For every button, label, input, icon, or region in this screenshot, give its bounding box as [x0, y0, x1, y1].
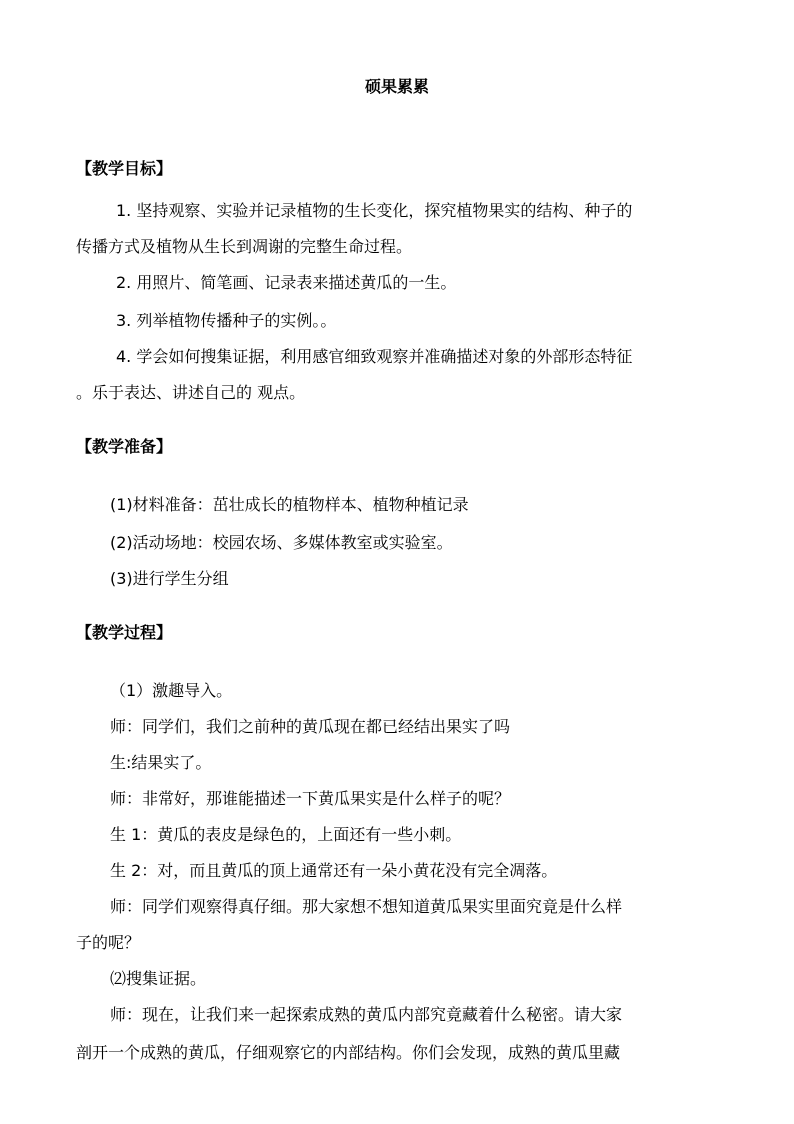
- goals-line-6: 。乐于表达、讲述自己的 观点。: [76, 383, 306, 402]
- process-line-8: 子的呢？: [76, 933, 141, 952]
- goals-line-4: 3. 列举植物传播种子的实例。。: [116, 311, 337, 330]
- document-title: 硕果累累: [364, 77, 429, 96]
- section-heading-prep: 【教学准备】: [76, 437, 173, 456]
- process-line-5: 生 1：黄瓜的表皮是绿色的，上面还有一些小刺。: [110, 825, 462, 844]
- goals-line-2: 传播方式及植物从生长到凋谢的完整生命过程。: [76, 237, 413, 256]
- goals-line-5: 4. 学会如何搜集证据，利用感官细致观察并准确描述对象的外部形态特征: [116, 347, 633, 366]
- process-line-1: （1）激趣导入。: [110, 681, 233, 700]
- goals-line-1: 1. 坚持观察、实验并记录植物的生长变化，探究植物果实的结构、种子的: [116, 201, 633, 220]
- section-heading-process: 【教学过程】: [76, 623, 173, 642]
- section-heading-goals: 【教学目标】: [76, 159, 173, 178]
- process-line-10: 师：现在，让我们来一起探索成熟的黄瓜内部究竟藏着什么秘密。请大家: [110, 1005, 623, 1024]
- process-line-6: 生 2：对，而且黄瓜的顶上通常还有一朵小黄花没有完全凋落。: [110, 861, 558, 880]
- process-line-9: ⑵搜集证据。: [110, 969, 207, 988]
- process-line-2: 师：同学们，我们之前种的黄瓜现在都已经结出果实了吗: [110, 717, 511, 736]
- process-line-4: 师：非常好，那谁能描述一下黄瓜果实是什么样子的呢？: [110, 789, 511, 808]
- process-line-3: 生:结果实了。: [110, 753, 212, 772]
- goals-line-3: 2. 用照片、简笔画、记录表来描述黄瓜的一生。: [116, 273, 457, 292]
- prep-line-2: (2)活动场地：校园农场、多媒体教室或实验室。: [110, 533, 453, 552]
- prep-line-1: (1)材料准备：茁壮成长的植物样本、植物种植记录: [110, 495, 469, 514]
- process-line-11: 剖开一个成熟的黄瓜，仔细观察它的内部结构。你们会发现，成熟的黄瓜里藏: [76, 1043, 621, 1062]
- process-line-7: 师：同学们观察得真仔细。那大家想不想知道黄瓜果实里面究竟是什么样: [110, 897, 623, 916]
- prep-line-3: (3)进行学生分组: [110, 569, 229, 588]
